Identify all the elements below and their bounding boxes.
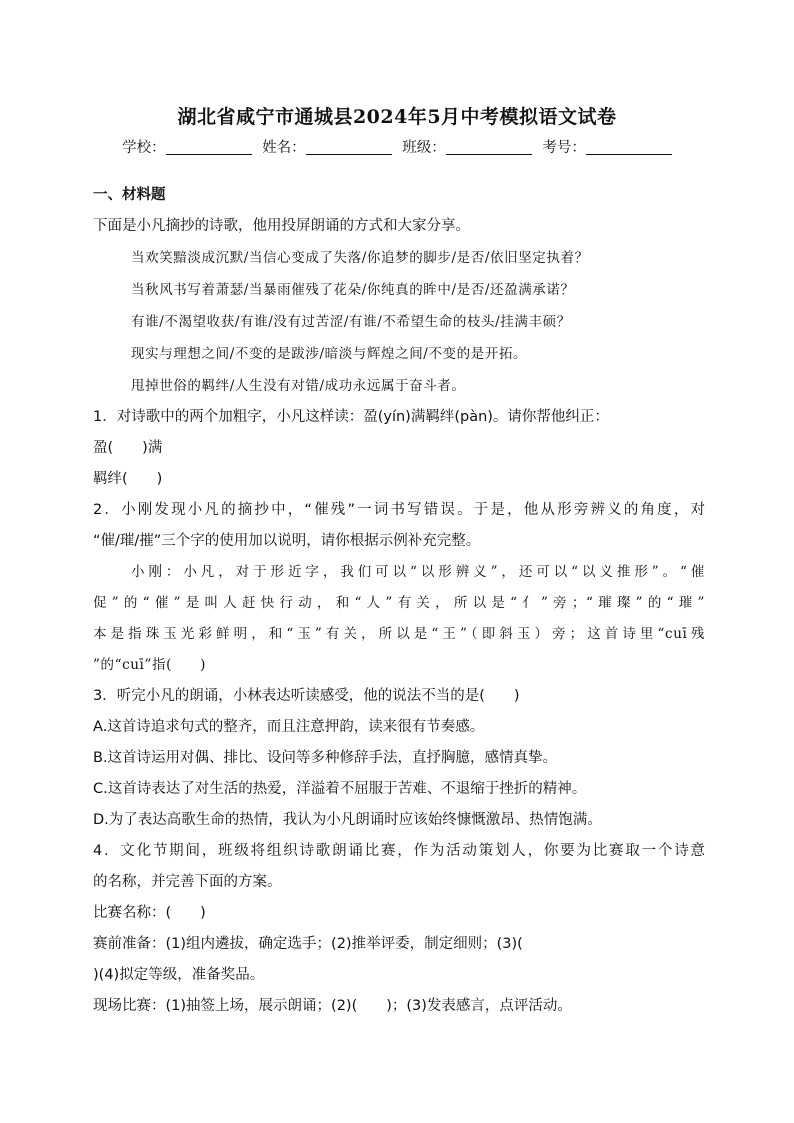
question-3-option-b[interactable]: B.这首诗运用对偶、排比、设问等多种修辞手法，直抒胸臆，感情真挚。 (93, 750, 558, 766)
question-2-answer-blank[interactable]: ”的“cuī”指( ) (93, 657, 207, 673)
student-info-fields (0, 136, 794, 157)
class-blank[interactable] (446, 140, 532, 155)
poem-line: 当欢笑黯淡成沉默/当信心变成了失落/你追梦的脚步/是否/依旧坚定执着？ (131, 250, 589, 266)
question-4-contest-name[interactable]: 比赛名称：( ) (93, 905, 206, 921)
question-1-answer-ying[interactable]: 盈( )满 (93, 440, 163, 456)
exam-number-blank[interactable] (586, 140, 672, 155)
school-label: 学校： (122, 140, 166, 156)
poem-line: 有谁/不渴望收获/有谁/没有过苦涩/有谁/不希望生命的枝头/挂满丰硕？ (131, 314, 571, 330)
poem-line: 现实与理想之间/不变的是跋涉/暗淡与辉煌之间/不变的是开拓。 (131, 346, 528, 362)
question-3-option-c[interactable]: C.这首诗表达了对生活的热爱，洋溢着不屈服于苦难、不退缩于挫折的精神。 (93, 781, 587, 797)
question-4-stem: 4．文化节期间，班级将组织诗歌朗诵比赛，作为活动策划人，你要为比赛取一个诗意 (93, 843, 705, 859)
school-blank[interactable] (166, 140, 252, 155)
question-1-answer-jiban[interactable]: 羁绊( ) (93, 471, 163, 487)
poem (93, 242, 705, 402)
question-2-dialog: 促”的“催”是叫人赶快行动，和“人”有关，所以是“亻”旁；“璀璨”的“璀” (93, 595, 705, 611)
question-4-live-contest[interactable]: 现场比赛：(1)抽签上场，展示朗诵；(2)( )；(3)发表感言，点评活动。 (93, 998, 572, 1014)
question-4-preparation[interactable]: 赛前准备：(1)组内遴拔，确定选手；(2)推举评委，制定细则；(3)( (93, 936, 523, 952)
question-2-stem: 2．小刚发现小凡的摘抄中，“催残”一词书写错误。于是，他从形旁辨义的角度，对 (93, 502, 705, 518)
question-4-stem-cont: 的名称，并完善下面的方案。 (93, 874, 282, 890)
question-2-stem-cont: “催/璀/摧”三个字的使用加以说明，请你根据示例补充完整。 (93, 533, 481, 549)
question-2-dialog: 小刚：小凡，对于形近字，我们可以“以形辨义”，还可以“以义推形”。“催 (131, 564, 705, 580)
class-label: 班级： (402, 140, 446, 156)
exam-body (93, 180, 705, 1022)
name-label: 姓名： (262, 140, 306, 156)
exam-number-label: 考号： (542, 140, 586, 156)
exam-title: 湖北省咸宁市通城县2024年5月中考模拟语文试卷 (177, 106, 617, 128)
question-3-option-d[interactable]: D.为了表达高歌生命的热情，我认为小凡朗诵时应该始终慷慨激昂、热情饱满。 (93, 812, 602, 828)
name-blank[interactable] (306, 140, 392, 155)
question-1-stem: 1．对诗歌中的两个加粗字，小凡这样读：盈(yín)满羁绊(pàn)。请你帮他纠正： (93, 409, 609, 425)
section-intro: 下面是小凡摘抄的诗歌，他用投屏朗诵的方式和大家分享。 (93, 218, 470, 234)
question-3-option-a[interactable]: A.这首诗追求句式的整齐，而且注意押韵，读来很有节奏感。 (93, 719, 485, 735)
question-4-preparation-cont[interactable]: )(4)拟定等级，准备奖品。 (93, 967, 265, 983)
section-heading: 一、材料题 (93, 187, 166, 203)
poem-line: 甩掉世俗的羁绊/人生没有对错/成功永远属于奋斗者。 (131, 378, 466, 394)
question-3-stem: 3．听完小凡的朗诵，小林表达听读感受，他的说法不当的是( ) (93, 688, 520, 704)
question-2-dialog: 本是指珠玉光彩鲜明，和“玉”有关，所以是“王”（即斜玉）旁；这首诗里“cuī残 (93, 626, 705, 642)
poem-line: 当秋风书写着萧瑟/当暴雨催残了花朵/你纯真的眸中/是否/还盈满承诺？ (131, 282, 575, 298)
